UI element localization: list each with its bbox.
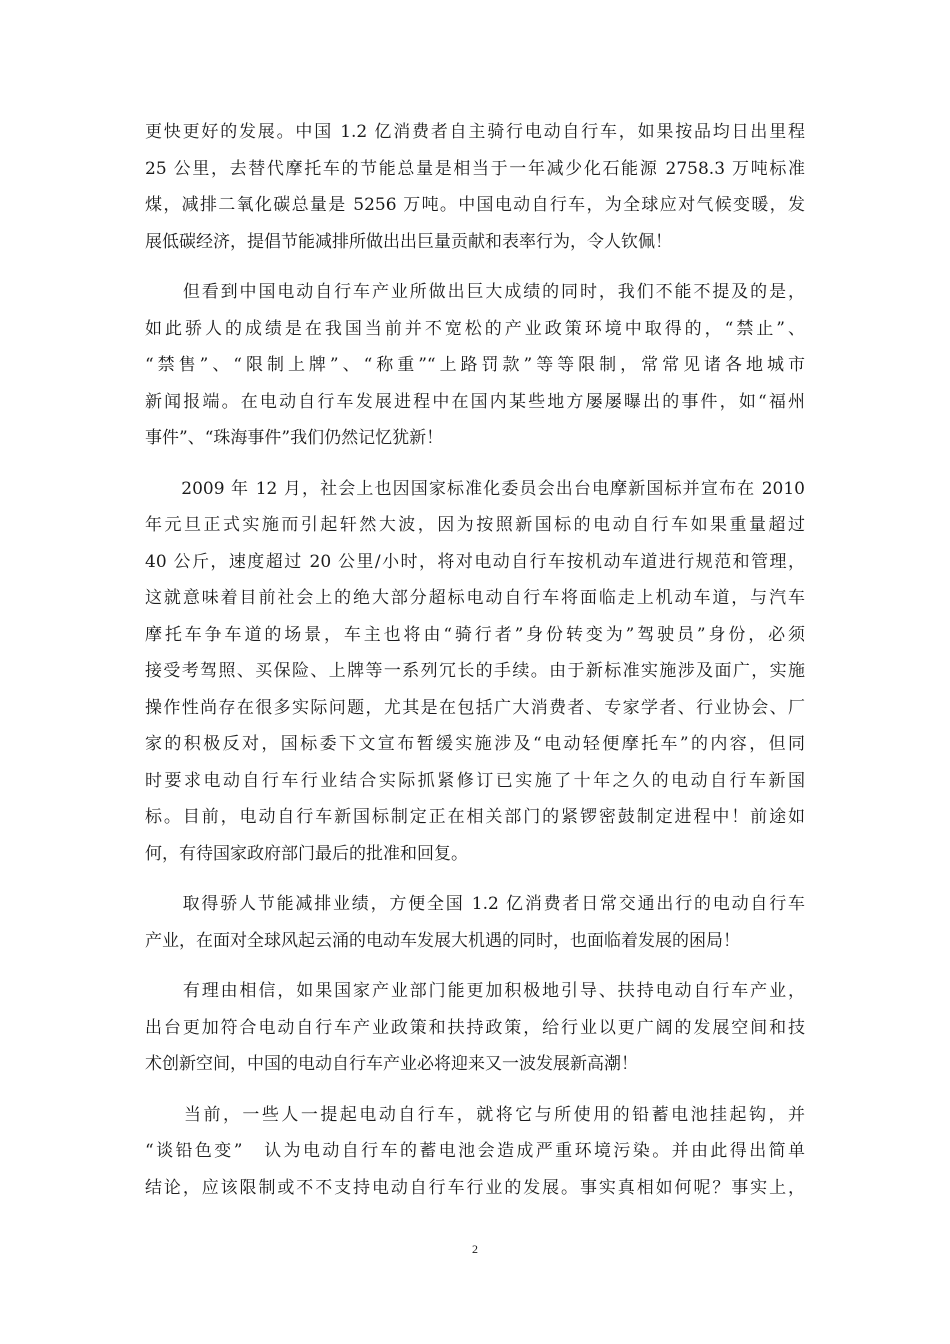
text-line: 术创新空间，中国的电动自行车产业必将迎来又一波发展新高潮！ bbox=[145, 1054, 638, 1074]
paragraph bbox=[145, 114, 805, 260]
page-number: 2 bbox=[472, 1242, 478, 1256]
text-line: 但看到中国电动自行车产业所做出巨大成绩的同时，我们不能不提及的是， bbox=[145, 282, 805, 302]
document-body bbox=[145, 114, 805, 1206]
text-line: 出台更加符合电动自行车产业政策和扶持政策，给行业以更广阔的发展空间和技 bbox=[145, 1017, 805, 1038]
text-line: 煤，减排二氧化碳总量是 5256 万吨。中国电动自行车，为全球应对气候变暖，发 bbox=[145, 195, 805, 215]
text-line: 如此骄人的成绩是在我国当前并不宽松的产业政策环境中取得的，“禁止”、 bbox=[145, 318, 805, 339]
text-line: 这就意味着目前社会上的绝大部分超标电动自行车将面临走上机动车道，与汽车 bbox=[145, 588, 805, 608]
text-line: “禁售”、“限制上牌”、“称重”“上路罚款”等等限制，常常见诸各地城市 bbox=[145, 355, 805, 375]
text-line: 有理由相信，如果国家产业部门能更加积极地引导、扶持电动自行车产业， bbox=[145, 981, 805, 1001]
text-line: 取得骄人节能减排业绩，方便全国 1.2 亿消费者日常交通出行的电动自行车 bbox=[145, 894, 805, 914]
text-line: 年元旦正式实施而引起轩然大波，因为按照新国标的电动自行车如果重量超过 bbox=[145, 515, 805, 535]
paragraph bbox=[145, 274, 805, 457]
text-line: 事件”、“珠海事件”我们仍然记忆犹新！ bbox=[145, 428, 444, 448]
text-line: “谈铅色变” 认为电动自行车的蓄电池会造成严重环境污染。并由此得出简单 bbox=[145, 1141, 805, 1161]
text-line: 标。目前，电动自行车新国标制定正在相关部门的紧锣密鼓制定进程中！前途如 bbox=[145, 807, 805, 827]
paragraph bbox=[145, 973, 805, 1083]
text-line: 结论，应该限制或不不支持电动自行车行业的发展。事实真相如何呢？事实上， bbox=[145, 1177, 805, 1198]
text-line: 摩托车争车道的场景，车主也将由“骑行者”身份转变为”驾驶员”身份，必须 bbox=[145, 624, 805, 645]
text-line: 当前，一些人一提起电动自行车，就将它与所使用的铅蓄电池挂起钩，并 bbox=[145, 1104, 805, 1125]
text-line: 何，有待国家政府部门最后的批准和回复。 bbox=[145, 843, 468, 864]
text-line: 家的积极反对，国标委下文宣布暂缓实施涉及“电动轻便摩托车”的内容，但同 bbox=[145, 734, 805, 754]
text-line: 更快更好的发展。中国 1.2 亿消费者自主骑行电动自行车，如果按品均日出里程 bbox=[145, 122, 805, 142]
paragraph bbox=[145, 1097, 805, 1207]
text-line: 接受考驾照、买保险、上牌等一系列冗长的手续。由于新标准实施涉及面广，实施 bbox=[145, 661, 805, 681]
paragraph bbox=[145, 471, 805, 873]
text-line: 40 公斤，速度超过 20 公里/小时，将对电动自行车按机动车道进行规范和管理， bbox=[145, 551, 805, 572]
text-line: 操作性尚存在很多实际问题，尤其是在包括广大消费者、专家学者、行业协会、厂 bbox=[145, 697, 805, 718]
text-line: 2009 年 12 月，社会上也因国家标准化委员会出台电摩新国标并宣布在 2010 bbox=[145, 478, 805, 499]
paragraph bbox=[145, 886, 805, 959]
text-line: 25 公里，去替代摩托车的节能总量是相当于一年减少化石能源 2758.3 万吨标准 bbox=[145, 158, 805, 179]
text-line: 展低碳经济，提倡节能减排所做出出巨量贡献和表率行为，令人钦佩！ bbox=[145, 231, 672, 252]
text-line: 新闻报端。在电动自行车发展进程中在国内某些地方屡屡曝出的事件，如“福州 bbox=[145, 391, 805, 412]
text-line: 时要求电动自行车行业结合实际抓紧修订已实施了十年之久的电动自行车新国 bbox=[145, 770, 805, 791]
text-line: 产业，在面对全球风起云涌的电动车发展大机遇的同时，也面临着发展的困局！ bbox=[145, 930, 740, 951]
